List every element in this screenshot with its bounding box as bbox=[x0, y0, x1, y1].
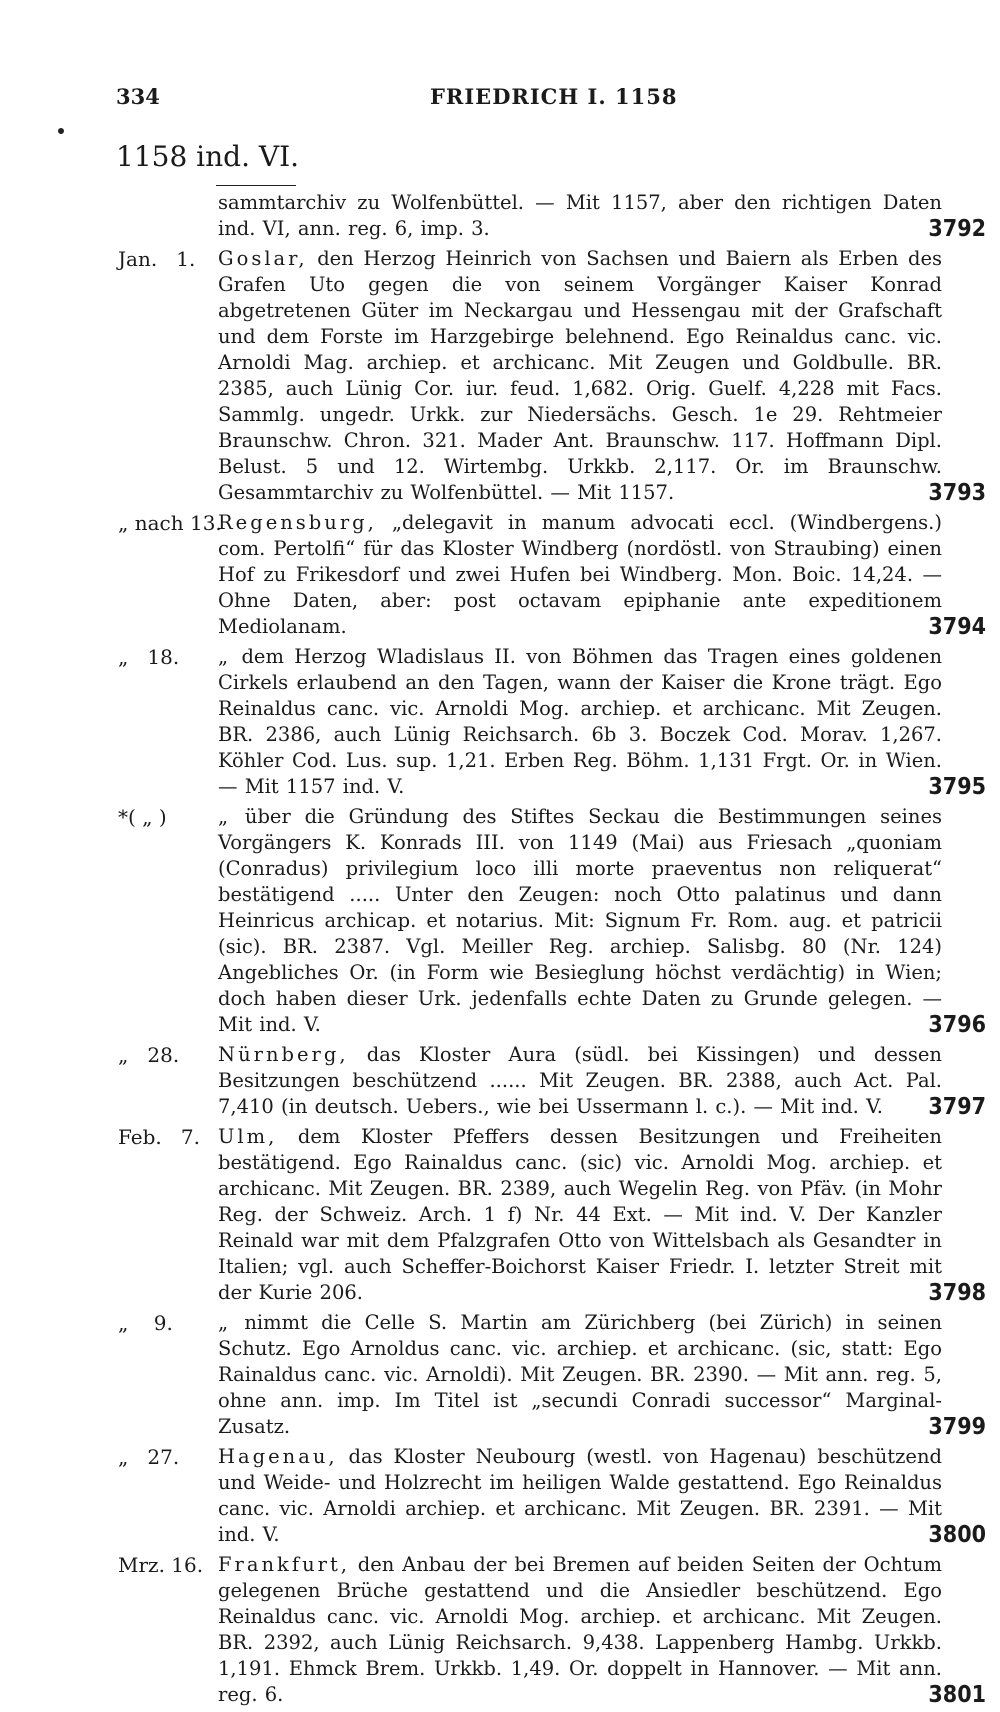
entry-date: Feb. 7. bbox=[118, 1125, 200, 1149]
entry-date: „ 9. bbox=[118, 1311, 173, 1335]
entry-text bbox=[218, 1310, 942, 1440]
entry-place: Regensburg, bbox=[218, 511, 377, 534]
entry-body: nimmt die Celle S. Martin am Zürichberg (bei Zürich) in seinen Schutz. Ego Arnoldus canc. vic. archiep. et archicanc. (sic, statt: Ego Rainaldus canc. vic. Arnoldi). Mit Zeugen. BR. 2390. — Mit ann. reg. 5, ohne ann. imp. Im Titel ist „secundi Conradi successor“ Marginal-Zusatz. bbox=[218, 1311, 942, 1438]
entry-number: 3800 bbox=[928, 1522, 986, 1548]
regest-entry bbox=[0, 804, 1000, 1038]
entry-body: den Herzog Heinrich von Sachsen und Baiern als Erben des Grafen Uto gegen die von seinem Vorgänger Kaiser Konrad abgetretenen Güter im Neckargau und Hessengau mit der Grafschaft und dem Forste im Harzgebirge belehnend. Ego Reinaldus canc. vic. Arnoldi Mag. archiep. et archicanc. Mit Zeugen und Goldbulle. BR. 2385, auch Lünig Cor. iur. feud. 1,682. Orig. Guelf. 4,228 mit Facs. Sammlg. ungedr. Urkk. zur Niedersächs. Gesch. 1e 29. Rehtmeier Braunschw. Chron. 321. Mader Ant. Braunschw. 117. Hoffmann Dipl. Belust. 5 und 12. Wirtembg. Urkkb. 2,117. Or. im Braunschw. Gesammtarchiv zu Wolfenbüttel. — Mit 1157. bbox=[218, 247, 943, 504]
entry-text bbox=[218, 1124, 942, 1306]
entry-text bbox=[218, 1042, 942, 1120]
entry-place: Ulm, bbox=[218, 1125, 278, 1148]
entry-number: 3801 bbox=[928, 1682, 986, 1708]
entry-date: *( „ ) bbox=[118, 805, 167, 829]
entry-text bbox=[218, 644, 942, 800]
entry-number: 3792 bbox=[928, 216, 986, 242]
regest-entry bbox=[0, 644, 1000, 800]
regesta-entries bbox=[0, 190, 1000, 1712]
entry-number: 3794 bbox=[928, 614, 986, 640]
running-title: FRIEDRICH I. 1158 bbox=[430, 84, 678, 109]
page-number: 334 bbox=[116, 84, 160, 109]
entry-place: „ bbox=[218, 645, 232, 668]
entry-place: „ bbox=[218, 1311, 232, 1334]
entry-date: „ 28. bbox=[118, 1043, 180, 1067]
entry-body: „delegavit in manum advocati eccl. (Windbergens.) com. Pertolfi“ für das Kloster Windberg (nordöstl. von Straubing) einen Hof zu Frikesdorf und zwei Hufen bei Windberg. Mon. Boic. 14,24. — Ohne Daten, aber: post octavam epiphanie ante expeditionem Mediolanam. bbox=[218, 511, 942, 638]
entry-number: 3797 bbox=[928, 1094, 986, 1120]
entry-text bbox=[218, 1552, 942, 1708]
regest-entry bbox=[0, 190, 1000, 242]
entry-text bbox=[218, 246, 942, 506]
entry-body: dem Herzog Wladislaus II. von Böhmen das Tragen eines goldenen Cirkels erlaubend an den Tagen, wann der Kaiser die Krone trägt. Ego Reinaldus canc. vic. Arnoldi Mog. archiep. et archicanc. Mit Zeugen. BR. 2386, auch Lünig Reichsarch. 6b 3. Boczek Cod. Morav. 1,267. Köhler Cod. Lus. sup. 1,21. Erben Reg. Böhm. 1,131 Frgt. Or. in Wien. — Mit 1157 ind. V. bbox=[218, 645, 942, 798]
regest-entry bbox=[0, 1444, 1000, 1548]
entry-body: über die Gründung des Stiftes Seckau die Bestimmungen seines Vorgängers K. Konrads III. von 1149 (Mai) aus Friesach „quoniam (Conradus) privilegium loco illi morte praeventus non reliquerat“ bestätigend ..... Unter den Zeugen: noch Otto palatinus und dann Heinricus archicap. et notarius. Mit: Signum Fr. Rom. aug. et patricii (sic). BR. 2387. Vgl. Meiller Reg. archiep. Salisbg. 80 (Nr. 124) Angebliches Or. (in Form wie Besieglung höchst verdächtig) in Wien; doch haben dieser Urk. jedenfalls echte Daten zu Grunde gelegen. — Mit ind. V. bbox=[218, 805, 942, 1036]
entry-date: „ 18. bbox=[118, 645, 180, 669]
entry-date: „ 27. bbox=[118, 1445, 180, 1469]
entry-text bbox=[218, 510, 942, 640]
entry-number: 3793 bbox=[928, 480, 986, 506]
regest-entry bbox=[0, 1124, 1000, 1306]
entry-body: sammtarchiv zu Wolfenbüttel. — Mit 1157, aber den richtigen Daten ind. VI, ann. reg. 6, imp. 3. bbox=[218, 191, 942, 240]
entry-number: 3796 bbox=[928, 1012, 986, 1038]
entry-number: 3798 bbox=[928, 1280, 986, 1306]
entry-body: den Anbau der bei Bremen auf beiden Seiten der Ochtum gelegenen Brüche gestattend und die Ansiedler beschützend. Ego Reinaldus canc. vic. Arnoldi Mog. archiep. et archicanc. Mit Zeugen. BR. 2392, auch Lünig Reichsarch. 9,438. Lappenberg Hambg. Urkkb. 1,191. Ehmck Brem. Urkkb. 1,49. Or. doppelt in Hannover. — Mit ann. reg. 6. bbox=[218, 1553, 942, 1706]
regest-entry bbox=[0, 510, 1000, 640]
entry-place: Frankfurt, bbox=[218, 1553, 350, 1576]
entry-date: Mrz. 16. bbox=[118, 1553, 204, 1577]
regest-entry bbox=[0, 1042, 1000, 1120]
entry-number: 3795 bbox=[928, 774, 986, 800]
regest-entry bbox=[0, 246, 1000, 506]
entry-text bbox=[218, 190, 942, 242]
regest-entry bbox=[0, 1310, 1000, 1440]
entry-body: das Kloster Neubourg (westl. von Hagenau) beschützend und Weide- und Holzrecht im heiligen Walde gestattend. Ego Reinaldus canc. vic. Arnoldi archiep. et archicanc. Mit Zeugen. BR. 2391. — Mit ind. V. bbox=[218, 1445, 943, 1546]
entry-place: „ bbox=[218, 805, 232, 828]
entry-date: „ nach 13. bbox=[118, 511, 222, 535]
regest-entry bbox=[0, 1552, 1000, 1708]
entry-number: 3799 bbox=[928, 1414, 986, 1440]
entry-date: Jan. 1. bbox=[118, 247, 196, 271]
year-heading: 1158 ind. VI. bbox=[116, 140, 300, 173]
entry-place: Nürnberg, bbox=[218, 1043, 349, 1066]
page-header bbox=[0, 84, 1000, 118]
entry-place: Goslar, bbox=[218, 247, 308, 270]
entry-body: das Kloster Aura (südl. bei Kissingen) und dessen Besitzungen beschützend ...... Mit Zeugen. BR. 2388, auch Act. Pal. 7,410 (in deutsch. Uebers., wie bei Ussermann l. c.). — Mit ind. V. bbox=[218, 1043, 942, 1118]
entry-place: Hagenau, bbox=[218, 1445, 338, 1468]
margin-dot bbox=[58, 128, 64, 134]
entry-text bbox=[218, 804, 942, 1038]
entry-text bbox=[218, 1444, 942, 1548]
heading-rule bbox=[216, 185, 296, 186]
entry-body: dem Kloster Pfeffers dessen Besitzungen und Freiheiten bestätigend. Ego Rainaldus canc. (sic) vic. Arnoldi Mog. archiep. et archicanc. Mit Zeugen. BR. 2389, auch Wegelin Reg. von Pfäv. (in Mohr Reg. der Schweiz. Arch. 1 f) Nr. 44 Ext. — Mit ind. V. Der Kanzler Reinald war mit dem Pfalzgrafen Otto von Wittelsbach als Gesandter in Italien; vgl. auch Scheffer-Boichorst Kaiser Friedr. I. letzter Streit mit der Kurie 206. bbox=[218, 1125, 942, 1304]
